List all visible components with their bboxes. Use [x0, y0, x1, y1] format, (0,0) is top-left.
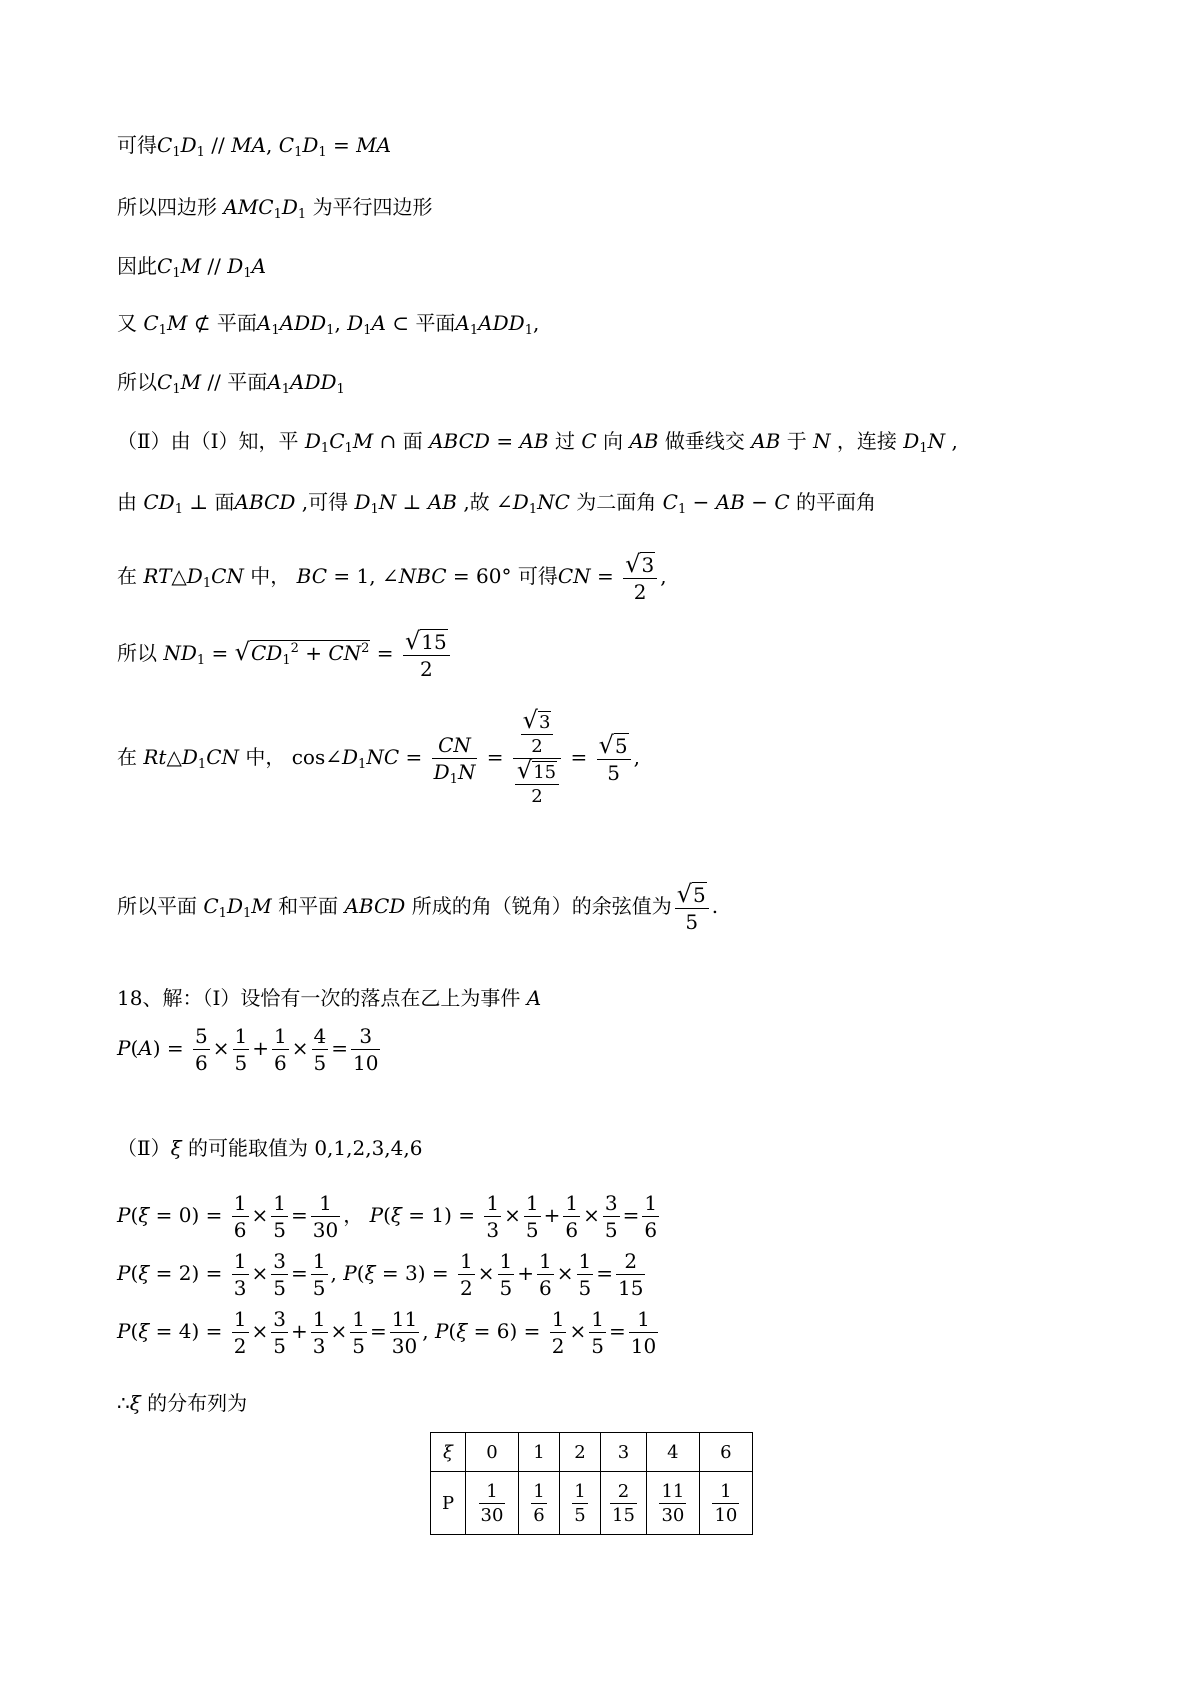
table-cell: 1: [519, 1433, 560, 1472]
table-cell: 6: [699, 1433, 752, 1472]
text-through: 过: [554, 429, 575, 453]
distribution-table: [430, 1432, 753, 1535]
table-cell: $\frac{2}{15}$: [601, 1472, 647, 1535]
table-cell: $\frac{1}{10}$: [699, 1472, 752, 1535]
text-kede: 可得: [117, 133, 157, 157]
text-therefore: 因此: [117, 254, 157, 278]
text-in: 在: [117, 564, 137, 588]
text-plane-angle: 的平面角: [796, 490, 877, 514]
text-connect: ，连接: [836, 429, 897, 453]
text-toward: 向: [602, 429, 623, 453]
text-distribution: 的分布列为: [147, 1391, 248, 1415]
text-part-2: （Ⅱ）由（Ⅰ）知，平: [117, 429, 299, 453]
compound-fraction: $\frac{\frac{√3}{2}}{\frac{√15}{2}}$: [513, 709, 561, 808]
text-also: 又: [117, 311, 137, 335]
table-cell: $\frac{1}{30}$: [466, 1472, 519, 1535]
table-cell: 0: [466, 1433, 519, 1472]
text-hence: ,故: [463, 490, 490, 514]
question-18: 18、解：（Ⅰ）设恰有一次的落点在乙上为事件 A: [117, 986, 542, 1010]
fraction: $\frac{√5}{5}$: [597, 732, 631, 786]
proof-line-5: 所以$C_1M$ // 平面$A_1ADD_1$: [117, 370, 345, 397]
table-cell: 2: [560, 1433, 601, 1472]
text-by: 由: [117, 490, 137, 514]
table-cell: 4: [646, 1433, 699, 1472]
proof-line-4: 又 $C_1M$ ⊄ 平面$A_1ADD_1$, $D_1A$ ⊂ 平面$A_1ADD_1$,: [117, 311, 540, 338]
text-so: 所以: [117, 641, 157, 665]
text-quadrilateral: 所以四边形: [117, 195, 217, 219]
proof-line-6: （Ⅱ）由（Ⅰ）知，平 $D_1C_1M$ ∩ 面 ABCD = AB 过 C 向 AB 做垂线交 AB 于 N ，连接 $D_1N$ ,: [117, 429, 958, 456]
prob-xi-4-6: P(ξ = 4) = $\frac{1}{2}$ × $\frac{3}{5}$ + $\frac{1}{3}$ × $\frac{1}{5}$ = $\frac{11}{30}$ , P(ξ = 6) = $\frac{1}{2}$ × $\frac{1}{5}$ = $\frac{1}{10}$: [117, 1307, 657, 1358]
text-plane: 平面: [227, 370, 268, 394]
fraction: $\frac{CN}{D_1N}$: [433, 733, 476, 787]
table-cell: $\frac{11}{30}$: [646, 1472, 699, 1535]
text-at: 于: [786, 429, 807, 453]
text-middle: 中，: [245, 745, 286, 769]
proof-line-3: 因此$C_1M // D_1A$: [117, 254, 267, 281]
table-cell: ξ: [431, 1433, 466, 1472]
table-row: [431, 1472, 753, 1535]
text-cosine: 所成的角（锐角）的余弦值为: [411, 894, 672, 918]
table-cell: $\frac{1}{5}$: [560, 1472, 601, 1535]
proof-line-9: 所以 $ND_1 = √CD_1^2 + CN^2$ = $\frac{√15}{2}$: [117, 624, 453, 682]
fraction: $\frac{√5}{5}$: [675, 881, 709, 935]
table-cell: P: [431, 1472, 466, 1535]
text-face: 面: [214, 490, 235, 514]
text-dihedral: 为二面角: [576, 490, 657, 514]
table-cell: $\frac{1}{6}$: [519, 1472, 560, 1535]
text-plane: 所以平面: [117, 894, 197, 918]
text-possible-values: 的可能取值为: [187, 1136, 308, 1160]
text-part-2: （Ⅱ）: [117, 1136, 171, 1160]
question-18-text: 18、解：（Ⅰ）设恰有一次的落点在乙上为事件: [117, 986, 521, 1010]
proof-line-2: 所以四边形 $AMC_1D_1$ 为平行四边形: [117, 195, 433, 222]
text-middle: 中，: [250, 564, 291, 588]
proof-line-8: 在 $RT\triangle D_1CN$ 中， BC = 1, ∠NBC = 60° 可得CN = $\frac{√3}{2}$ ,: [117, 549, 667, 604]
proof-line-10: 在 $Rt\triangle D_1CN$ 中， $\cos\angle D_1NC$ = $\frac{CN}{D_1N}$ = $\frac{\frac{√3}{2}}{\frac{√15}{2}}$ = $\frac{√5}{5}$ ,: [117, 706, 640, 807]
text-and-plane: 和平面: [278, 894, 339, 918]
prob-xi-0-1: P(ξ = 0) = $\frac{1}{6}$ × $\frac{1}{5}$ = $\frac{1}{30}$ ， P(ξ = 1) = $\frac{1}{3}$ × $\frac{1}{5}$ + $\frac{1}{6}$ × $\frac{3}{5}$ = $\frac{1}{6}$: [117, 1191, 658, 1242]
text-obtain: ,可得: [301, 490, 349, 514]
distribution-title: ∴ξ 的分布列为: [117, 1391, 248, 1415]
proof-line-7: 由 $CD_1$ ⊥ 面ABCD ,可得 $D_1N$ ⊥ AB ,故 $\angle D_1NC$ 为二面角 $C_1$ − AB − C 的平面角: [117, 490, 877, 517]
table-cell: 3: [601, 1433, 647, 1472]
text-plane: 平面: [415, 311, 456, 335]
fraction: $\frac{√3}{2}$: [623, 551, 657, 605]
text-perpendicular: 做垂线交: [664, 429, 745, 453]
text-in: 在: [117, 745, 137, 769]
prob-xi-2-3: P(ξ = 2) = $\frac{1}{3}$ × $\frac{3}{5}$ = $\frac{1}{5}$ , P(ξ = 3) = $\frac{1}{2}$ × $\frac{1}{5}$ + $\frac{1}{6}$ × $\frac{1}{5}$ = $\frac{2}{15}$: [117, 1249, 644, 1300]
proof-line-11: 所以平面 $C_1D_1M$ 和平面 ABCD 所成的角（锐角）的余弦值为 $\frac{√5}{5}$ .: [117, 879, 719, 934]
table-header-row: [431, 1433, 753, 1472]
text-plane: 平面: [216, 311, 257, 335]
text-obtain: 可得: [517, 564, 558, 588]
proof-line-1: 可得$C_1D_1$ // MA, $C_1D_1$ = MA: [117, 133, 392, 160]
prob-A: P(A) = $\frac{5}{6}$ × $\frac{1}{5}$ + $\frac{1}{6}$ × $\frac{4}{5}$ = $\frac{3}{10}$: [117, 1024, 379, 1075]
fraction: $\frac{√15}{2}$: [403, 628, 450, 682]
text-so: 所以: [117, 370, 157, 394]
part-2-values: （Ⅱ）ξ 的可能取值为 0,1,2,3,4,6: [117, 1136, 423, 1160]
text-parallelogram: 为平行四边形: [312, 195, 433, 219]
text-face: 面: [402, 429, 423, 453]
